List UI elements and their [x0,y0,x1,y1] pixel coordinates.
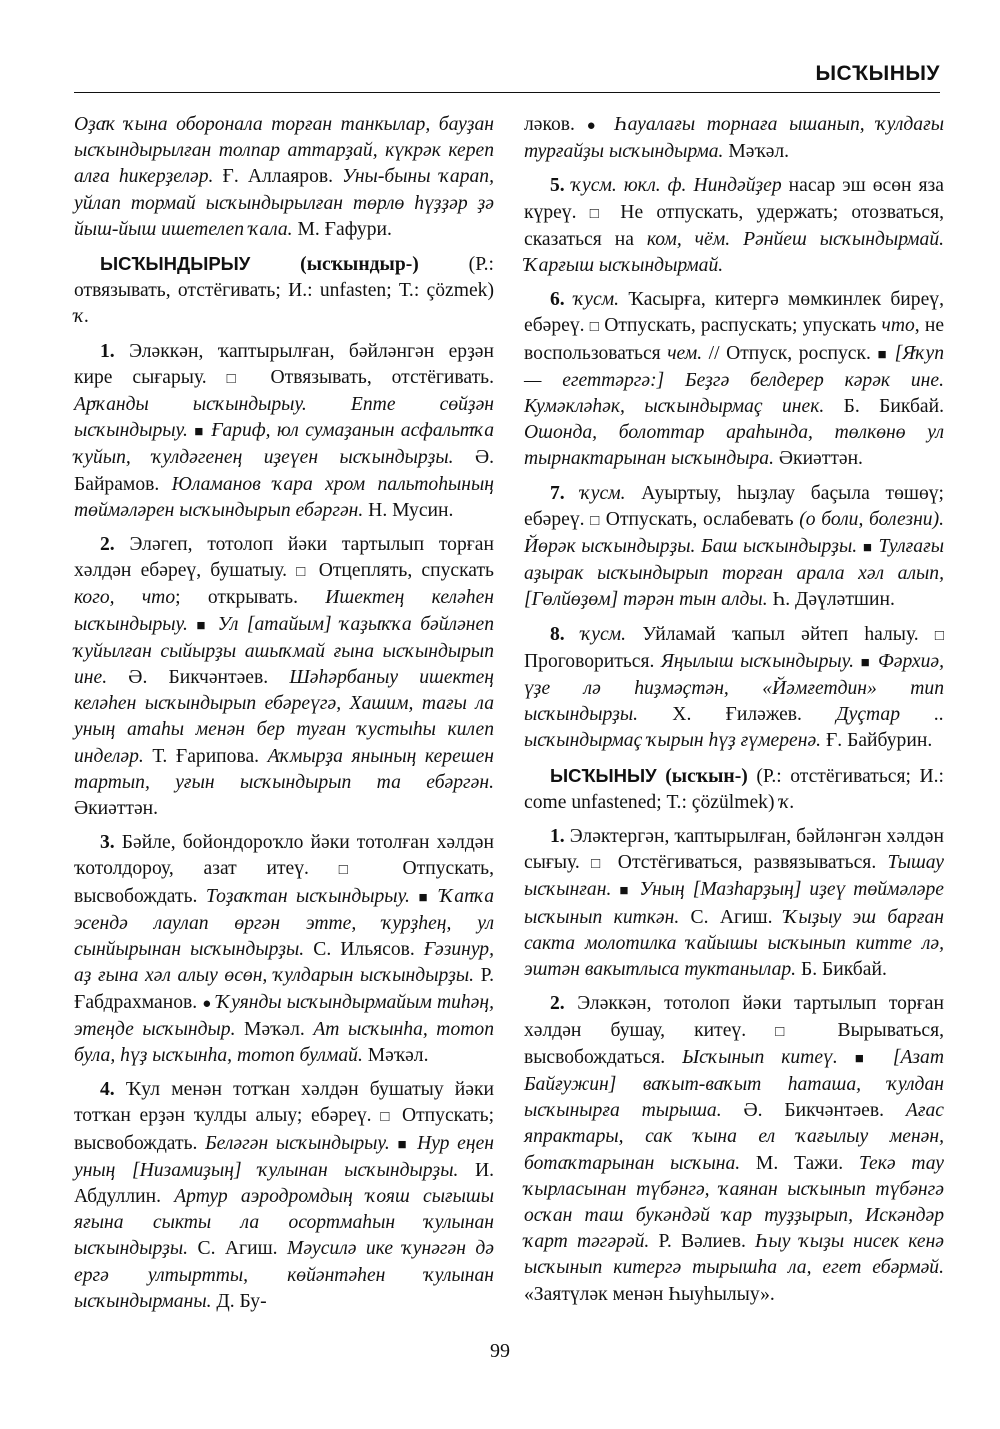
right-paragraph: 2. Эләккән, тотолоп йәки тартылып торған хәлдән бушау, китеү. □ Вырываться, высвобождаться. Ысҡынып китеү. ■ [Азат Байғужин] ваҡыт-ваҡыт һаташа, ҡулдан ысҡынырға тырыша. Ә. Бикчәнтәев. Ағас япрактары, сак ҡына ел ҡағылыу менән, ботаҡтарынан ысҡына. М. Тажи. Текә тау ҡырласынан түбәнгә, ҡаянан ысҡынып түбәнгә осҡан таш букәндәй ҡар туҙҙырып, Искәндәр ҡарт тәгәрәй. Р. Вәлиев. Һыу ҡыҙы нисек кенә ысҡынып китергә тырышһа ла, егет ебәрмәй. «Заятүләк менән Һыуһылыу». [524,993,945,1305]
left-paragraph: 3. Бәйле, бойондороҡло йәки тотолған хәлдән ҡотолдороу, азат итеү. □ Отпускать, высвобождать. Тоҙаҡтан ысҡындырыу. ■ Ҡапҡа эсендә лаулап өргән этте, ҡурҙһең, ул сынйырынан ысҡындырҙы. С. Ильясов. Ғәзинур, аҙ ғына хәл алыу өсөн, ҡулдарын ысҡындырҙы. Р. Ғабдрахманов. ● Ҡуянды ысҡындырмайым тиһәң, этеңде ысҡындыр. Мәҡәл. Ат ысҡынһа, тотоп була, һүҙ ысҡынһа, тотоп булмай. Мәҡәл. [74,832,495,1066]
left-paragraph: 1. Эләккән, ҡаптырылған, бәйләнгән ерҙән кире сығарыу. □ Отвязывать, отстёгивать. Арҡанды ысҡындырыу. Ептe сөйҙән ысҡындырыу. ■ Ғариф, юл сумаҙанын асфальтҡа ҡуйып, ҡулдәгенең иҙеүен ысҡындырҙы. Ә. Байрамов. Юламанов ҡара хром пальтоһының төймәләрен ысҡындырып ебәргән. Н. Мусин. [74,340,495,521]
left-paragraph: 2. Эләгеп, тотолоп йәки тартылып торған хәлдән ебәреү, бушатыу. □ Отцеплять, спускать кого, что; открывать. Ишектең келәһен ысҡындырыу. ■ Ул [атайым] ҡаҙыҡҡа бәйләнеп ҡуйылған сыйырҙы ашыҡмай ғына ысҡындырып инe. Ә. Бикчәнтәев. Шәһәрбаныу ишектең келәһен ысҡындырып ебәреүгә, Хашим, тағы ла уның атаһы менән бер туған ҡустыһы килеп инделәр. Т. Ғарипова. Аҡмырҙа янының керешен тартып, уғын ысҡындырып та ебәргән. Әкиәттән. [74,534,495,820]
left-paragraph: 4. Ҡул менән тотҡан хәлдән бушатыу йәки тотҡан ерҙән ҡулды алыу; ебәреү. □ Отпускать; высвобождать. Беләгән ысҡындырыу. ■ Нур еңен уның [Низамиҙың] ҡулынан ысҡындырҙы. И. Абдуллин. Артур аэродромдың ҡояш сығышы яғына сыкты ла осортмаһын ҡулынан ысҡындырҙы. С. Агиш. Мәусилә ике ҡунәгән дә ергә ултыртты, көйәнтәһен ҡулынан ысҡындырманы. Д. Бу- [74,1079,495,1312]
right-paragraph: 5. ҡусм. юкл. ф. Ниндәйҙер насар эш өсөн яза күреү. □ Не отпускать, удержать; отозваться, сказаться на ком, чём. Рәнйеш ысҡындырмай. Ҡарғыш ысҡындырмай. [524,175,945,277]
left-column [74,112,494,1315]
left-paragraph: Оҙаҡ ҡына оборонала торған танкылар, бауҙан ысҡындырылған толпар аттарҙай, күкрәк кереп алға һикерҙеләр. Ғ. Аллаяров. Уны-быны ҡарап, уйлап тормай ысҡындырылған төрлө һүҙҙәр ҙә йыш-йыш ишетелеп ҡала. М. Ғафури. [74,114,494,240]
right-paragraph: 7. ҡусм. Ауыртыу, һыҙлау баçыла төшөү; ебәреү. □ Отпускать, ослабевать (о боли, болезни). Йөрәк ысҡындырҙы. Баш ысҡындырҙы. ■ Тулғағы аҙырак ысҡындырып торған арала хәл алып, [Гөлйөҙөм] тәрән тын алды. Һ. Дәүләтшин. [524,482,945,611]
left-paragraph: ЫСҠЫНДЫРЫУ (ысҡындыр-) (Р.: отвязывать, отстёгивать; И.: unfasten; Т.: çözmek) ҡ. [74,253,494,328]
right-column [524,112,944,1308]
running-head: ЫСҠЫНЫУ [815,62,940,85]
right-paragraph: 8. ҡусм. Уйламай ҡапыл әйтеп һалыу. □ Проговориться. Яңылыш ысҡындырыу. ■ Фәрхиә, үҙе лә һиҙмәҫтән, «Йәмғетдин» тип ысҡындырҙы. Х. Ғиләжев. Дуçтар .. ысҡындырмаç ҡырын һүҙ ғүмеренә. Ғ. Байбурин. [524,623,944,752]
right-paragraph: 6. ҡусм. Ҡасырға, китергә мөмкинлек биреү, ебәреү. □ Отпускать, распускать; упускать что, не воспользоваться чем. // Отпуск, роспуск. ■ [Яҡуп — егеттәргә:] Беҙгә белдерер кәрәк ине. Кумәкләһәк, ысҡындырмаç инек. Б. Бикбай. Ошонда, болоттар араһында, төлкөнө ул тырнактарынан ысҡындыра. Әкиәттән. [524,289,945,470]
page-number: 99 [490,1340,510,1362]
right-paragraph: ЫСҠЫНЫУ (ысҡын-) (Р.: отстёгиваться; И.: come unfastened; Т.: çözülmek) ҡ. [524,764,944,813]
header-rule [74,92,940,93]
right-paragraph: ләков. ● Һауалағы торнаға ышанып, ҡулдағы турғайҙы ысҡындырма. Мәҡәл. [524,114,944,163]
right-paragraph: 1. Эләктергән, ҡаптырылған, бәйләнгән хәлдән сығыу. □ Отстёгиваться, развязываться. Тышау ысҡынған. ■ Уның [Мазһарҙың] иҙеү төймәләре ысҡынып киткән. С. Агиш. Ҡыҙыу эш барған сакта молотилка ҡайышы ысҡынып китте лә, эштән вакытлыса туктанылар. Б. Бикбай. [524,826,944,981]
